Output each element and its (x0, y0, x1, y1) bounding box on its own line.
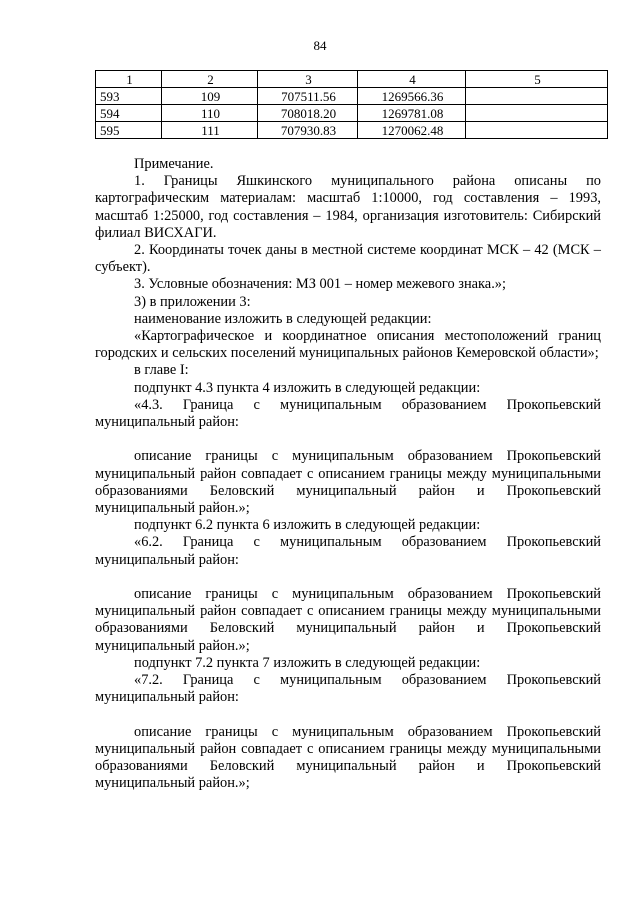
blank-line (95, 569, 601, 586)
boundary-description: описание границы с муниципальным образованием Прокопьевский муниципальный район совпадает с описанием границы между муниципальными образованиями Беловский муниципальный район и Прокопьевский муниципальный район.»; (95, 723, 601, 792)
note-item-1: 1. Границы Яшкинского муниципального района описаны по картографическим материалам: масштаб 1:10000, год составления – 1993, масштаб 1:25000, год составления – 1984, организация изготовитель: Сибирский филиал ВИСХАГИ. (95, 173, 601, 241)
table-cell: 707511.56 (258, 88, 358, 105)
coordinates-table (95, 70, 608, 139)
table-row (96, 105, 608, 122)
blank-line (95, 431, 601, 448)
page-number: 84 (313, 38, 327, 53)
note-item-2: 2. Координаты точек даны в местной системе координат МСК – 42 (МСК – субъект). (95, 242, 601, 276)
boundary-description: описание границы с муниципальным образованием Прокопьевский муниципальный район совпадает с описанием границы между муниципальными образованиями Беловский муниципальный район и Прокопьевский муниципальный район.»; (95, 586, 601, 654)
table-cell: 594 (96, 105, 162, 122)
paragraph: в главе I: (134, 362, 189, 379)
table-header-cell: 1 (96, 71, 162, 88)
document-body (95, 156, 601, 792)
table-row (96, 122, 608, 139)
paragraph: подпункт 7.2 пункта 7 изложить в следующей редакции: (134, 654, 481, 671)
note-heading: Примечание. (134, 156, 214, 172)
table-header-cell: 5 (466, 71, 608, 88)
paragraph: подпункт 4.3 пункта 4 изложить в следующей редакции: (134, 379, 481, 396)
paragraph: «Картографическое и координатное описания местоположений границ городских и сельских поселений муниципальных районов Кемеровской области»; (95, 328, 601, 362)
paragraph: подпункт 6.2 пункта 6 изложить в следующей редакции: (134, 517, 481, 534)
table-header-cell: 3 (258, 71, 358, 88)
subclause-heading: «4.3. Граница с муниципальным образованием Прокопьевский муниципальный район: (95, 396, 601, 431)
paragraph: наименование изложить в следующей редакции: (134, 310, 432, 327)
table-cell: 708018.20 (258, 105, 358, 122)
table-cell (466, 105, 608, 122)
subclause-heading: «6.2. Граница с муниципальным образованием Прокопьевский муниципальный район: (95, 534, 601, 568)
table-header-row (96, 71, 608, 88)
table-cell: 1269781.08 (358, 105, 466, 122)
boundary-description: описание границы с муниципальным образованием Прокопьевский муниципальный район совпадает с описанием границы между муниципальными образованиями Беловский муниципальный район и Прокопьевский муниципальный район.»; (95, 448, 601, 517)
note-item-3: 3. Условные обозначения: МЗ 001 – номер межевого знака.»; (134, 276, 506, 293)
blank-line (95, 706, 601, 723)
table-cell (466, 122, 608, 139)
table-row (96, 88, 608, 105)
table-cell: 111 (162, 122, 258, 139)
table-cell: 1269566.36 (358, 88, 466, 105)
table-cell: 109 (162, 88, 258, 105)
table-header-cell: 2 (162, 71, 258, 88)
table-cell: 707930.83 (258, 122, 358, 139)
table-cell: 593 (96, 88, 162, 105)
table-cell: 595 (96, 122, 162, 139)
table-cell: 110 (162, 105, 258, 122)
table-cell (466, 88, 608, 105)
subclause-heading: «7.2. Граница с муниципальным образованием Прокопьевский муниципальный район: (95, 672, 601, 706)
table-header-cell: 4 (358, 71, 466, 88)
table-cell: 1270062.48 (358, 122, 466, 139)
amendment-item: 3) в приложении 3: (134, 293, 251, 310)
